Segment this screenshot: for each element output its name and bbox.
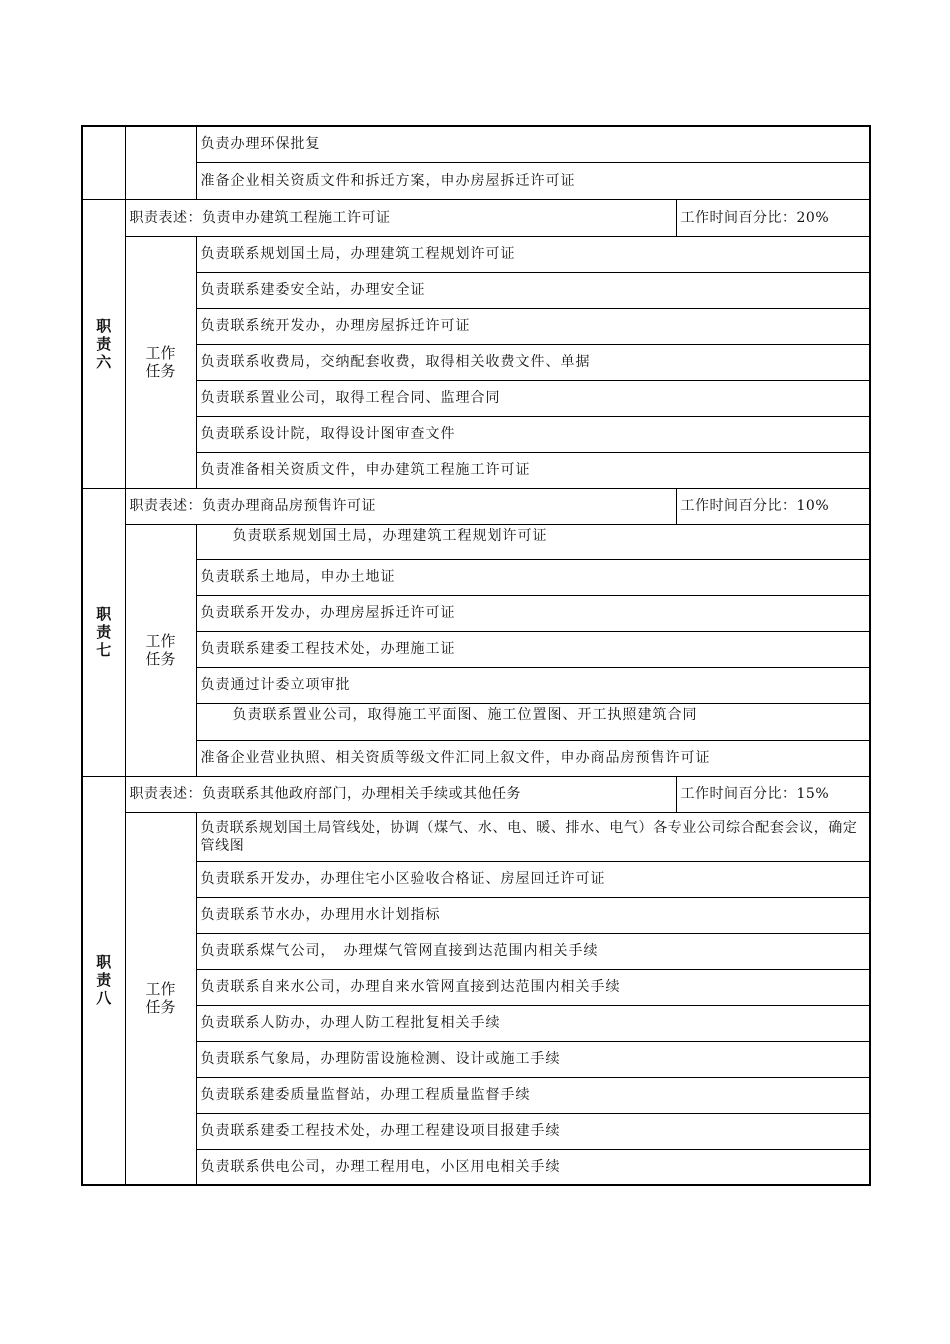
duty-label-text: 职 责 七 <box>96 605 112 659</box>
table-row <box>82 308 870 344</box>
table-row <box>82 812 870 861</box>
empty-duty-label-cell <box>82 126 125 199</box>
task-label-text: 工作 任务 <box>145 980 176 1017</box>
task-item: 负责联系规划国土局管线处，协调（煤气、水、电、暖、排水、电气）各专业公司综合配套会议，确定管线图 <box>196 812 870 861</box>
table-row <box>82 1149 870 1185</box>
task-item: 负责联系建委工程技术处，办理工程建设项目报建手续 <box>196 1113 870 1149</box>
table-row <box>82 416 870 452</box>
task-item: 负责联系统开发办，办理房屋拆迁许可证 <box>196 308 870 344</box>
task-item: 负责通过计委立项审批 <box>196 667 870 703</box>
time-percentage: 工作时间百分比：20% <box>676 199 870 236</box>
table-row <box>82 631 870 667</box>
table-row <box>82 524 870 559</box>
duty-seven-label <box>82 488 125 776</box>
task-label <box>125 812 196 1185</box>
duty-label-text: 职 责 八 <box>96 953 112 1008</box>
table-row <box>82 897 870 933</box>
task-label-text: 工作 任务 <box>145 344 176 380</box>
duty-summary: 职责表述：负责申办建筑工程施工许可证 <box>125 199 676 236</box>
table-row <box>82 199 870 236</box>
task-item: 负责办理环保批复 <box>196 126 870 162</box>
task-item: 负责联系置业公司，取得施工平面图、施工位置图、开工执照建筑合同 <box>196 703 870 740</box>
empty-task-label-cell <box>125 126 196 199</box>
task-item: 负责联系规划国土局，办理建筑工程规划许可证 <box>196 524 870 559</box>
task-item: 负责联系供电公司，办理工程用电，小区用电相关手续 <box>196 1149 870 1185</box>
table-row <box>82 236 870 272</box>
task-item: 负责联系开发办，办理住宅小区验收合格证、房屋回迁许可证 <box>196 861 870 897</box>
table-row <box>82 776 870 812</box>
table-row <box>82 452 870 488</box>
time-percentage: 工作时间百分比：15% <box>676 776 870 812</box>
task-item: 负责联系开发办，办理房屋拆迁许可证 <box>196 595 870 631</box>
task-item: 负责联系气象局，办理防雷设施检测、设计或施工手续 <box>196 1041 870 1077</box>
time-percentage: 工作时间百分比：10% <box>676 488 870 524</box>
table-row <box>82 272 870 308</box>
task-item: 负责准备相关资质文件，申办建筑工程施工许可证 <box>196 452 870 488</box>
table-row <box>82 667 870 703</box>
table-row <box>82 1041 870 1077</box>
task-item: 负责联系规划国土局，办理建筑工程规划许可证 <box>196 236 870 272</box>
table-row <box>82 1113 870 1149</box>
table-row <box>82 1077 870 1113</box>
table-row <box>82 1005 870 1041</box>
task-item: 准备企业相关资质文件和拆迁方案，申办房屋拆迁许可证 <box>196 162 870 199</box>
task-item: 负责联系建委质量监督站，办理工程质量监督手续 <box>196 1077 870 1113</box>
table-row <box>82 861 870 897</box>
task-label-text: 工作 任务 <box>145 632 176 668</box>
task-item: 负责联系人防办，办理人防工程批复相关手续 <box>196 1005 870 1041</box>
duty-summary: 职责表述：负责办理商品房预售许可证 <box>125 488 676 524</box>
table-row <box>82 488 870 524</box>
table-row <box>82 380 870 416</box>
table-row <box>82 740 870 776</box>
duty-summary: 职责表述：负责联系其他政府部门，办理相关手续或其他任务 <box>125 776 676 812</box>
task-item: 负责联系设计院，取得设计图审查文件 <box>196 416 870 452</box>
task-item: 负责联系土地局，申办土地证 <box>196 559 870 595</box>
task-item: 准备企业营业执照、相关资质等级文件汇同上叙文件，申办商品房预售许可证 <box>196 740 870 776</box>
task-item: 负责联系建委安全站，办理安全证 <box>196 272 870 308</box>
table-row <box>82 559 870 595</box>
task-item: 负责联系置业公司，取得工程合同、监理合同 <box>196 380 870 416</box>
table-row <box>82 595 870 631</box>
duty-eight-label <box>82 776 125 1185</box>
table-row <box>82 969 870 1005</box>
table-row <box>82 703 870 740</box>
duty-six-label <box>82 199 125 488</box>
task-item: 负责联系煤气公司， 办理煤气管网直接到达范围内相关手续 <box>196 933 870 969</box>
duty-label-text: 职 责 六 <box>96 316 112 371</box>
table-row <box>82 344 870 380</box>
task-item: 负责联系节水办，办理用水计划指标 <box>196 897 870 933</box>
duty-table <box>81 125 871 1186</box>
task-item: 负责联系收费局，交纳配套收费，取得相关收费文件、单据 <box>196 344 870 380</box>
task-item: 负责联系建委工程技术处，办理施工证 <box>196 631 870 667</box>
table-row <box>82 162 870 199</box>
task-label <box>125 236 196 488</box>
task-label <box>125 524 196 776</box>
table-row <box>82 933 870 969</box>
table-row <box>82 126 870 162</box>
task-item: 负责联系自来水公司，办理自来水管网直接到达范围内相关手续 <box>196 969 870 1005</box>
